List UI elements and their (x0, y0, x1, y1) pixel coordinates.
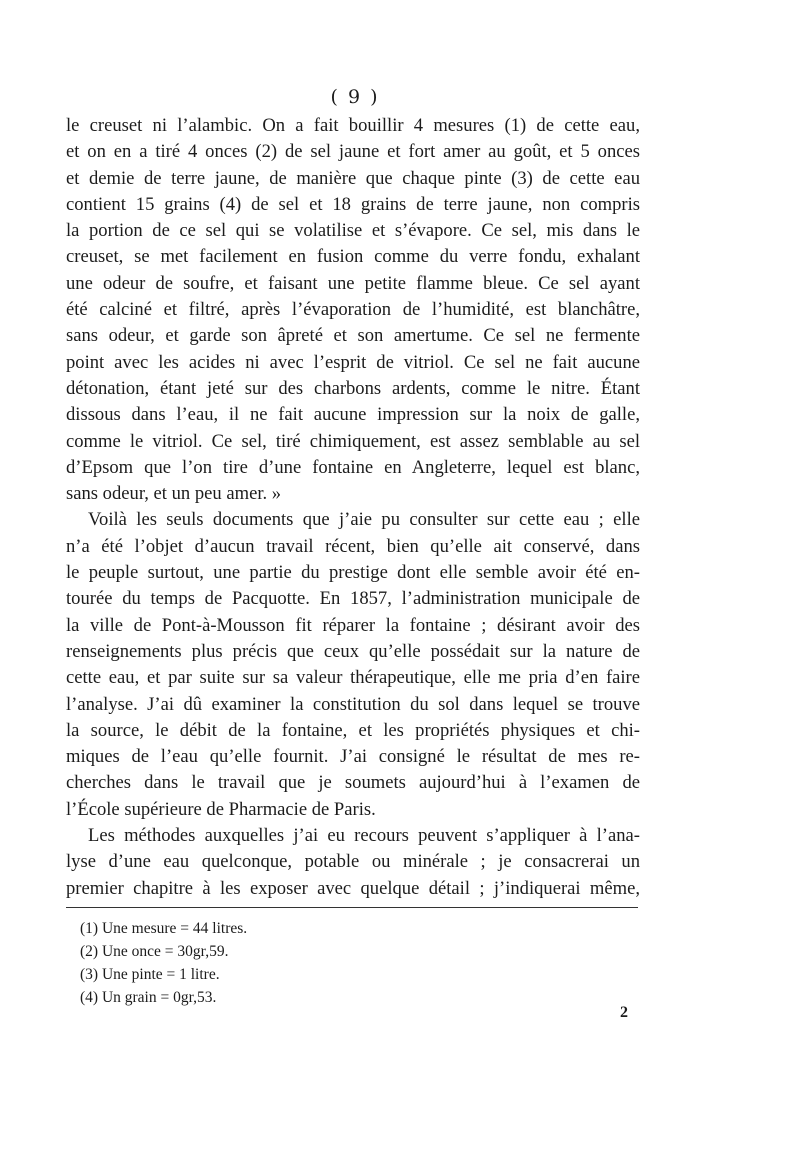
text-line: la portion de ce sel qui se volatilise et s’évapore. Ce sel, mis dans le (66, 220, 640, 242)
text-line: Les méthodes auxquelles j’ai eu recours peuvent s’appliquer à l’ana- (88, 825, 640, 847)
text-line: cherches dans le travail que je soumets aujourd’hui à l’examen de (66, 772, 640, 794)
text-line: l’École supérieure de Pharmacie de Paris. (66, 798, 376, 820)
text-line: miques de l’eau qu’elle fournit. J’ai consigné le résultat de mes re- (66, 746, 640, 768)
text-line: la source, le débit de la fontaine, et les propriétés physiques et chi- (66, 719, 640, 741)
text-line: été calciné et filtré, après l’évaporation de l’humidité, est blanchâtre, (66, 299, 640, 321)
text-line: premier chapitre à les exposer avec quelque détail ; j’indiquerai même, (66, 877, 640, 899)
text-line: et on en a tiré 4 onces (2) de sel jaune et fort amer au goût, et 5 onces (66, 141, 640, 163)
text-line: creuset, se met facilement en fusion comme du verre fondu, exhalant (66, 246, 640, 268)
text-line: dissous dans l’eau, il ne fait aucune impression sur la noix de galle, (66, 404, 640, 426)
text-line: le creuset ni l’alambic. On a fait bouillir 4 mesures (1) de cette eau, (66, 115, 640, 136)
text-line: une odeur de soufre, et faisant une petite flamme bleue. Ce sel ayant (66, 272, 640, 294)
text-line: la ville de Pont-à-Mousson fit réparer la fontaine ; désirant avoir des (66, 614, 640, 636)
footnote-divider (66, 907, 638, 908)
page-number: ( 9 ) (330, 86, 380, 108)
footnote-3: (3) Une pinte = 1 litre. (80, 966, 220, 983)
text-line: sans odeur, et garde son âpreté et son amertume. Ce sel ne fermente (66, 325, 640, 347)
text-line: cette eau, et par suite sur sa valeur thérapeutique, elle me pria d’en faire (66, 667, 640, 689)
footnote-1: (1) Une mesure = 44 litres. (80, 920, 248, 937)
text-line: renseignements plus précis que ceux qu’elle possédait sur la nature de (66, 640, 640, 662)
body-text (66, 113, 640, 902)
text-line: n’a été l’objet d’aucun travail récent, bien qu’elle ait conservé, dans (66, 535, 640, 557)
text-line: l’analyse. J’ai dû examiner la constitution du sol dans lequel se trouve (66, 693, 640, 715)
text-line: sans odeur, et un peu amer. » (66, 483, 282, 505)
text-line: Voilà les seuls documents que j’aie pu consulter sur cette eau ; elle (88, 509, 640, 531)
footnote-4: (4) Un grain = 0gr,53. (80, 989, 217, 1006)
text-line: lyse d’une eau quelconque, potable ou minérale ; je consacrerai un (66, 851, 640, 873)
text-line: comme le vitriol. Ce sel, tiré chimiquement, est assez semblable au sel (66, 430, 640, 452)
footnote-2: (2) Une once = 30gr,59. (80, 943, 229, 960)
text-line: d’Epsom que l’on tire d’une fontaine en Angleterre, lequel est blanc, (66, 456, 640, 478)
footnotes (80, 917, 247, 1009)
text-line: point avec les acides ni avec l’esprit de vitriol. Ce sel ne fait aucune (66, 351, 640, 373)
signature-mark: 2 (620, 1004, 628, 1021)
text-line: contient 15 grains (4) de sel et 18 grains de terre jaune, non compris (66, 193, 640, 215)
text-line: et demie de terre jaune, de manière que chaque pinte (3) de cette eau (66, 167, 640, 189)
text-line: tourée du temps de Pacquotte. En 1857, l’administration municipale de (66, 588, 640, 610)
text-line: le peuple surtout, une partie du prestige dont elle semble avoir été en- (66, 562, 640, 584)
text-line: détonation, étant jeté sur des charbons ardents, comme le nitre. Étant (66, 377, 640, 399)
